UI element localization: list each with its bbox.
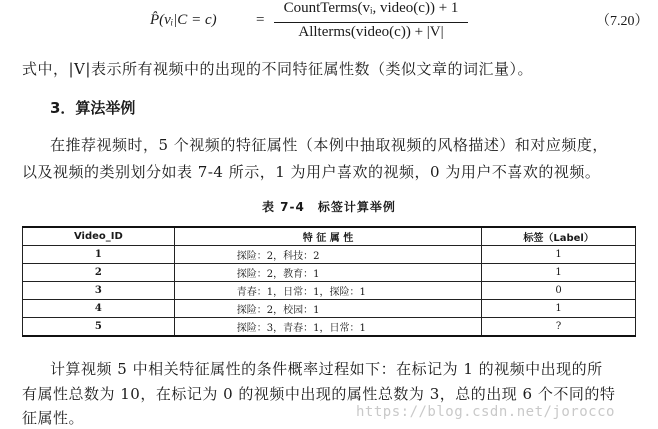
cell-label: 1 — [482, 264, 636, 282]
table-row — [23, 300, 636, 318]
table-row — [23, 282, 636, 300]
header-features: 特 征 属 性 — [174, 227, 481, 246]
cell-label: 1 — [482, 300, 636, 318]
cell-label: ? — [482, 318, 636, 337]
fraction-bar — [274, 22, 468, 23]
cell-video-id: 3 — [23, 282, 175, 300]
cell-features: 青春：1，日常：1，探险：1 — [174, 282, 481, 300]
paragraph-calc-line2: 有属性总数为 10，在标记为 0 的视频中出现的属性总数为 3，总的出现 6 个不同的特 — [22, 385, 616, 403]
formula-denominator: Allterms(video(c)) + |V| — [298, 24, 444, 40]
cell-video-id: 1 — [23, 246, 175, 264]
formula-block — [150, 0, 580, 48]
cell-features: 探险：2，科技：2 — [174, 246, 481, 264]
table-row — [23, 318, 636, 337]
cell-video-id: 2 — [23, 264, 175, 282]
equation-number: （7.20） — [596, 14, 649, 29]
table-row — [23, 264, 636, 282]
header-label: 标签（Label） — [482, 227, 636, 246]
paragraph-intro-line2: 以及视频的类别划分如表 7-4 所示，1 为用户喜欢的视频，0 为用户不喜欢的视频。 — [22, 163, 601, 181]
table-row — [23, 246, 636, 264]
cell-features: 探险：2，校园：1 — [174, 300, 481, 318]
formula-equals: = — [256, 12, 265, 28]
cell-video-id: 5 — [23, 318, 175, 337]
table-caption: 表 7-4 标签计算举例 — [262, 200, 396, 214]
cell-label: 0 — [482, 282, 636, 300]
table-header-row — [23, 227, 636, 246]
formula-lhs: P̂(vᵢ|C = c) — [150, 12, 217, 28]
cell-video-id: 4 — [23, 300, 175, 318]
paragraph-definition: 式中，|V|表示所有视频中的出现的不同特征属性数（类似文章的词汇量）。 — [22, 60, 533, 78]
paragraph-calc-line3: 征属性。 — [22, 409, 85, 427]
cell-label: 1 — [482, 246, 636, 264]
tag-example-table — [22, 226, 636, 337]
header-video-id: Video_ID — [23, 227, 175, 246]
formula-numerator: CountTerms(vᵢ, video(c)) + 1 — [283, 0, 459, 16]
paragraph-calc-line1: 计算视频 5 中相关特征属性的条件概率过程如下：在标记为 1 的视频中出现的所 — [50, 360, 603, 378]
blog-watermark: https://blog.csdn.net/jorocco — [356, 404, 615, 420]
cell-features: 探险：3，青春：1，日常：1 — [174, 318, 481, 337]
section-heading: 3．算法举例 — [50, 99, 136, 117]
cell-features: 探险：2，教育：1 — [174, 264, 481, 282]
paragraph-intro-line1: 在推荐视频时，5 个视频的特征属性（本例中抽取视频的风格描述）和对应频度， — [50, 136, 608, 154]
